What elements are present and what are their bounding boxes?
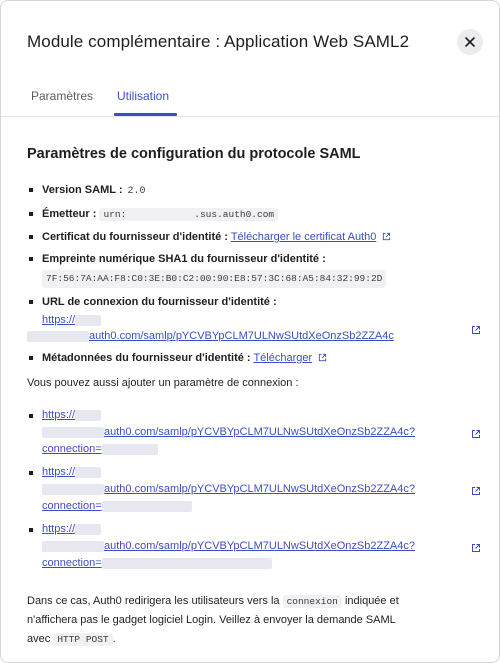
issuer-suffix: .sus.auth0.com [194,209,275,220]
redacted-domain [75,524,101,535]
url-line3: connection= [42,557,102,569]
external-link-icon[interactable] [471,486,481,496]
url-line1: https:// [42,409,76,421]
version-label: Version SAML : [42,184,123,196]
footer-note [27,592,479,649]
connection-url-link-1[interactable] [42,407,462,458]
external-link-icon[interactable] [318,353,327,362]
redacted-domain [75,467,101,478]
bullet [29,414,33,418]
redacted-domain [27,331,89,342]
login-url-label: URL de connexion du fournisseur d'identité : [42,296,277,308]
close-icon [465,37,475,47]
external-link-icon[interactable] [382,232,391,241]
footer-text-2: indiquée et [344,595,399,607]
redacted-domain [75,410,101,421]
tab-parametres[interactable]: Paramètres [31,89,94,103]
list-item-login-url [27,294,487,344]
redacted-domain [42,427,104,438]
saml-config-list [27,182,487,371]
redacted-connection [102,558,272,569]
list-item-version [27,182,487,200]
url-line3: connection= [42,500,102,512]
connection-intro: Vous pouvez aussi ajouter un paramètre de connexion : [27,377,299,389]
download-certificate-link[interactable]: Télécharger le certificat Auth0 [230,231,377,243]
sha1-label: Empreinte numérique SHA1 du fournisseur d'identité : [42,253,326,265]
footer-text-1: Dans ce cas, Auth0 redirigera les utilisateurs vers la [27,595,280,607]
redacted-domain [42,484,104,495]
footer-code-connexion: connexion [283,595,342,608]
list-item-metadata [27,350,487,366]
cert-label: Certificat du fournisseur d'identité : [42,231,228,243]
footer-code-http-post: HTTP POST [53,633,112,646]
close-button[interactable] [457,29,483,55]
active-tab-indicator [114,113,177,116]
connection-url-link-3[interactable] [42,521,462,572]
footer-text-4: avec [27,633,51,645]
redacted-connection [102,501,192,512]
url-line2: auth0.com/samlp/pYCVBYpCLM7ULNwSUtdXeOnzSb2ZZA4c? [104,426,415,438]
url-line2: auth0.com/samlp/pYCVBYpCLM7ULNwSUtdXeOnzSb2ZZA4c? [104,483,415,495]
download-metadata-link[interactable]: Télécharger [253,352,313,364]
redacted-domain [42,541,104,552]
list-item-sha1 [27,251,487,288]
external-link-icon[interactable] [471,325,481,335]
section-title: Paramètres de configuration du protocole SAML [27,146,361,162]
list-item-issuer [27,206,487,223]
login-url-line1: https:// [42,314,76,326]
bullet [29,528,33,532]
tab-utilisation[interactable]: Utilisation [117,89,170,103]
url-line1: https:// [42,466,76,478]
login-url-link[interactable] [42,312,394,344]
metadata-label: Métadonnées du fournisseur d'identité : [42,352,251,364]
external-link-icon[interactable] [471,429,481,439]
external-link-icon[interactable] [471,543,481,553]
tab-bar [1,83,500,117]
version-value: 2.0 [127,186,146,197]
url-line3: connection= [42,443,102,455]
sha1-value: 7F:56:7A:AA:F8:C0:3E:B0:C2:00:90:E8:57:3C:68:A5:84:32:99:2D [42,270,386,288]
issuer-value [99,208,278,221]
redacted-connection [102,444,158,455]
login-url-line2: auth0.com/samlp/pYCVBYpCLM7ULNwSUtdXeOnzSb2ZZA4c [89,330,394,342]
footer-text-5: . [112,633,116,645]
url-line2: auth0.com/samlp/pYCVBYpCLM7ULNwSUtdXeOnzSb2ZZA4c? [104,540,415,552]
dialog-title: Module complémentaire : Application Web SAML2 [27,32,410,51]
redacted-domain [75,315,101,326]
issuer-prefix: urn: [103,209,127,220]
issuer-label: Émetteur : [42,208,97,220]
connection-url-link-2[interactable] [42,464,462,515]
list-item-certificate [27,229,487,245]
bullet [29,471,33,475]
url-line1: https:// [42,523,76,535]
footer-text-3: n'affichera pas le gadget logiciel Login. Veillez à envoyer la demande SAML [27,614,396,626]
